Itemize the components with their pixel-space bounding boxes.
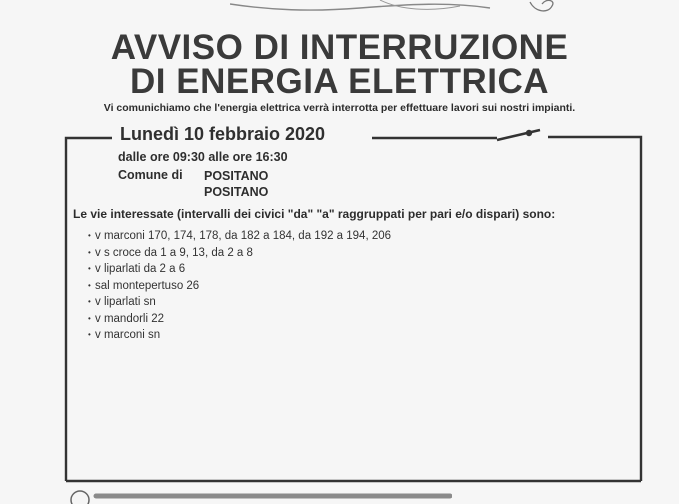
bullet-icon: •: [88, 330, 91, 339]
list-item: • v marconi 170, 174, 178, da 182 a 184, da 192 a 194, 206: [88, 230, 392, 242]
bullet-icon: •: [88, 264, 91, 273]
comune-label: Comune di: [118, 168, 183, 182]
streets-intro: Le vie interessate (intervalli dei civici "da" "a" raggruppati per pari e/o dispari) sono:: [73, 207, 556, 221]
decorative-ornament: [230, 0, 560, 18]
list-item: • v marconi sn: [88, 329, 161, 341]
list-item: • sal montepertuso 26: [88, 279, 200, 292]
title-line-2: DI ENERGIA ELETTRICA: [130, 62, 549, 101]
bullet-icon: •: [88, 280, 91, 290]
title-line-1: AVVISO DI INTERRUZIONE: [110, 28, 569, 67]
comune-values: [204, 168, 268, 200]
bullet-icon: •: [88, 313, 91, 323]
comune-name: POSITANO: [204, 169, 269, 183]
footer-graphic: [62, 490, 452, 504]
outage-date: Lunedì 10 febbraio 2020: [120, 124, 326, 144]
comune-name: POSITANO: [204, 185, 269, 199]
list-item: • v liparlati da 2 a 6: [88, 263, 186, 275]
streets-list: [88, 228, 391, 344]
list-item: • v s croce da 1 a 9, 13, da 2 a 8: [88, 246, 253, 259]
bullet-icon: •: [88, 231, 91, 240]
notice-subtitle: Vi comunichiamo che l'energia elettrica verrà interrotta per effettuare lavori sui nostri impianti.: [103, 102, 576, 114]
list-item: • v liparlati sn: [88, 296, 156, 308]
list-item: • v mandorli 22: [88, 312, 165, 325]
outage-time-range: dalle ore 09:30 alle ore 16:30: [118, 150, 288, 164]
bullet-icon: •: [88, 247, 91, 257]
bullet-icon: •: [88, 297, 91, 306]
